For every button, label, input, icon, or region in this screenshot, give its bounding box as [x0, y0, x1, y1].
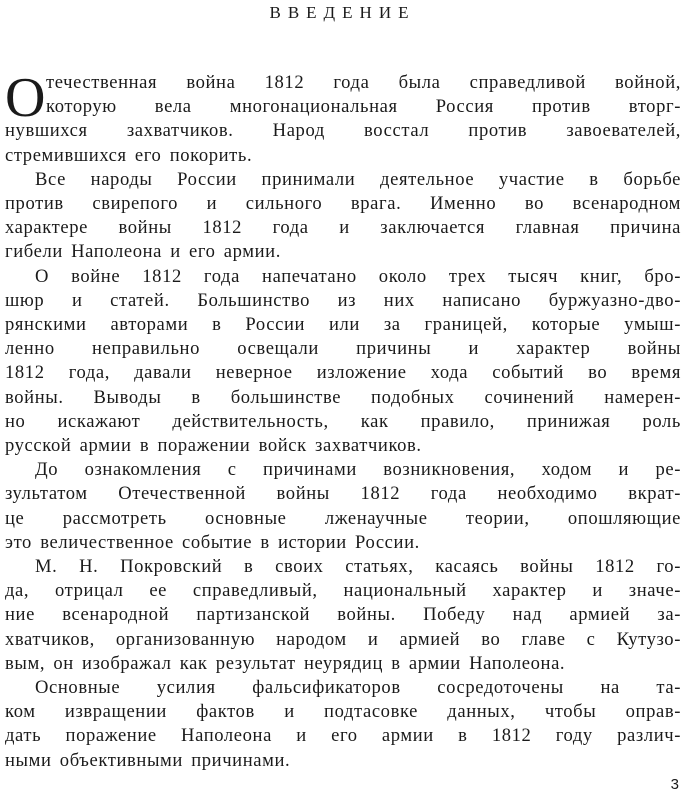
body-text	[5, 67, 681, 773]
text-line: Основные усилия фальсификаторов сосредоточены на та-	[35, 677, 681, 699]
text-line: войны. Выводы в большинстве подобных сочинений намерен-	[5, 386, 681, 408]
text-line: ленно неправильно освещали причины и характер войны	[5, 338, 681, 360]
text-line: хватчиков, организованную народом и армией во главе с Кутузо-	[5, 628, 681, 650]
text-line: це рассмотреть основные лженаучные теории, опошляющие	[5, 507, 681, 529]
paragraph	[5, 67, 681, 168]
text-line: русской армии в поражении войск захватчиков.	[5, 435, 422, 457]
text-line: которую вела многонациональная Россия против вторг-	[46, 96, 681, 118]
text-line: дать поражение Наполеона и его армии в 1812 году различ-	[5, 725, 681, 747]
text-line: 1812 года, давали неверное изложение хода событий во время	[5, 362, 681, 384]
text-line: зультатом Отечественной войны 1812 года необходимо вкрат-	[5, 483, 681, 505]
text-line: рянскими авторами в России или за границей, которые умыш-	[5, 314, 681, 336]
text-line: но искажают действительность, как правило, принижая роль	[5, 410, 681, 432]
text-line: да, отрицал ее справедливый, национальный характер и значе-	[5, 580, 681, 602]
paragraph	[5, 168, 681, 265]
text-line: нувшихся захватчиков. Народ восстал против завоевателей,	[5, 120, 681, 142]
text-line: гибели Наполеона и его армии.	[5, 241, 281, 263]
drop-cap-letter: О	[5, 67, 47, 129]
text-line: Все народы России принимали деятельное участие в борьбе	[35, 168, 681, 190]
text-line: характере войны 1812 года и заключается главная причина	[5, 217, 681, 239]
text-line: шюр и статей. Большинство из них написано буржуазно-дво-	[5, 289, 681, 311]
text-line: ком извращении фактов и подтасовке данных, чтобы оправ-	[5, 701, 681, 723]
text-line: М. Н. Покровский в своих статьях, касаясь войны 1812 го-	[35, 556, 681, 578]
text-line: До ознакомления с причинами возникновения, ходом и ре-	[35, 459, 681, 481]
text-line: течественная война 1812 года была справедливой войной,	[46, 72, 681, 93]
paragraph	[5, 555, 681, 676]
text-line: ние всенародной партизанской войны. Победу над армией за-	[5, 604, 681, 626]
text-line: стремившихся его покорить.	[5, 144, 253, 166]
text-line: О войне 1812 года напечатано около трех тысяч книг, бро-	[35, 265, 681, 287]
text-line: против свирепого и сильного врага. Именно во всенародном	[5, 193, 681, 215]
text-line: это величественное событие в истории России.	[5, 531, 420, 553]
chapter-heading: ВВЕДЕНИЕ	[269, 3, 416, 22]
text-line: ными объективными причинами.	[5, 749, 291, 771]
paragraph	[5, 265, 681, 459]
page-number: 3	[670, 776, 679, 793]
paragraph	[5, 458, 681, 555]
paragraph	[5, 676, 681, 773]
text-line: вым, он изображал как результат неурядиц в армии Наполеона.	[5, 652, 566, 674]
